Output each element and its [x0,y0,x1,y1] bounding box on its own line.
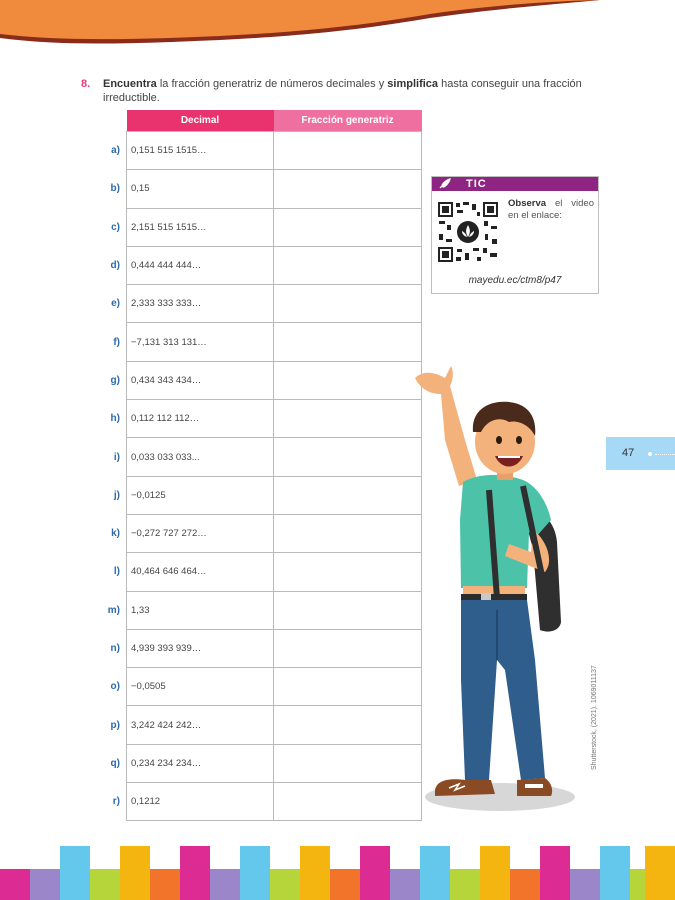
table-row [96,476,422,514]
fraction-answer-cell[interactable] [274,783,422,821]
fraction-answer-cell[interactable] [274,668,422,706]
row-label: e) [111,298,120,310]
table-row [96,400,422,438]
image-credit: Shutterstock, (2021). 1069011137 [591,665,598,770]
row-label: h) [110,413,120,425]
row-label: m) [107,604,120,616]
fraction-answer-cell[interactable] [274,285,422,323]
row-label: p) [110,719,120,731]
row-label: r) [112,796,120,808]
fraction-table [96,110,422,821]
row-label: q) [110,757,120,769]
decimal-cell: −0,0125 [127,476,274,514]
row-label: j) [113,489,120,501]
tic-title: TIC [466,178,487,190]
rocket-icon [438,178,452,190]
fraction-answer-cell[interactable] [274,629,422,667]
row-label: n) [110,643,120,654]
fraction-answer-cell[interactable] [274,706,422,744]
fraction-answer-cell[interactable] [274,400,422,438]
row-label: o) [110,681,120,693]
table-row [96,361,422,399]
table-row [96,668,422,706]
decimal-cell: 0,033 033 033... [127,438,274,476]
label-header [96,110,127,132]
decimal-cell: 2,151 515 1515… [127,208,274,246]
decimal-cell: −0,0505 [127,668,274,706]
fraction-answer-cell[interactable] [274,514,422,552]
fraction-answer-cell[interactable] [274,744,422,782]
fraction-answer-cell[interactable] [274,208,422,246]
table-row [96,629,422,667]
row-label: d) [110,260,120,272]
decimal-cell: 4,939 393 939… [127,629,274,667]
fraction-answer-cell[interactable] [274,438,422,476]
decimal-cell: −0,272 727 272… [127,514,274,552]
table-row [96,514,422,552]
verb-simplify: simplifica [387,78,439,90]
tic-box [431,176,599,294]
page-dotted-line [655,454,675,455]
exercise-text: Encuentra la fracción generatriz de números decimales y simplifica hasta conseguir una fracción irreductible. [103,78,582,104]
decimal-cell: 2,333 333 333… [127,285,274,323]
tic-instruction: Observa el video en el enlace: [508,198,594,221]
fraction-answer-cell[interactable] [274,553,422,591]
page-dot [648,452,652,456]
row-label: c) [111,221,120,233]
decimal-cell: 40,464 646 464… [127,553,274,591]
decimal-cell: −7,131 313 131… [127,323,274,361]
table-row [96,285,422,323]
decimal-cell: 0,15 [127,170,274,208]
top-wave-decoration [0,0,675,60]
row-label: a) [111,145,120,157]
table-header-row [96,110,422,132]
table-row [96,591,422,629]
table-row [96,744,422,782]
tic-header [432,177,598,191]
row-label: k) [111,528,120,540]
bottom-color-strip [0,846,675,900]
row-label: l) [113,566,120,578]
row-label: f) [113,336,120,348]
decimal-cell: 3,242 424 242… [127,706,274,744]
page-number: 47 [622,447,635,459]
table-row [96,246,422,284]
decimal-header: Decimal [127,110,274,132]
table-row [96,706,422,744]
fraction-answer-cell[interactable] [274,246,422,284]
verb-find: Encuentra [103,78,157,90]
row-label: g) [110,374,120,386]
table-row [96,170,422,208]
fraction-answer-cell[interactable] [274,170,422,208]
decimal-cell: 1,33 [127,591,274,629]
tic-link[interactable]: mayedu.ec/ctm8/p47 [468,275,562,286]
table-row [96,323,422,361]
decimal-cell: 0,234 234 234… [127,744,274,782]
exercise-number: 8. [81,78,91,90]
decimal-cell: 0,151 515 1515… [127,132,274,170]
page-number-tab [606,437,675,470]
table-row [96,438,422,476]
decimal-cell: 0,112 112 112… [127,400,274,438]
decimal-cell: 0,444 444 444… [127,246,274,284]
table-row [96,553,422,591]
fraction-answer-cell[interactable] [274,132,422,170]
decimal-cell: 0,434 343 434… [127,361,274,399]
decimal-cell: 0,1212 [127,783,274,821]
table-row [96,208,422,246]
row-label: b) [110,183,120,195]
fraction-answer-cell[interactable] [274,361,422,399]
fraction-answer-cell[interactable] [274,323,422,361]
fraction-header: Fracción generatriz [274,110,422,132]
qr-code-icon[interactable] [437,201,499,263]
boy-illustration [405,360,605,815]
fraction-answer-cell[interactable] [274,591,422,629]
table-row [96,132,422,170]
row-label: i) [113,451,120,463]
table-row [96,783,422,821]
fraction-answer-cell[interactable] [274,476,422,514]
